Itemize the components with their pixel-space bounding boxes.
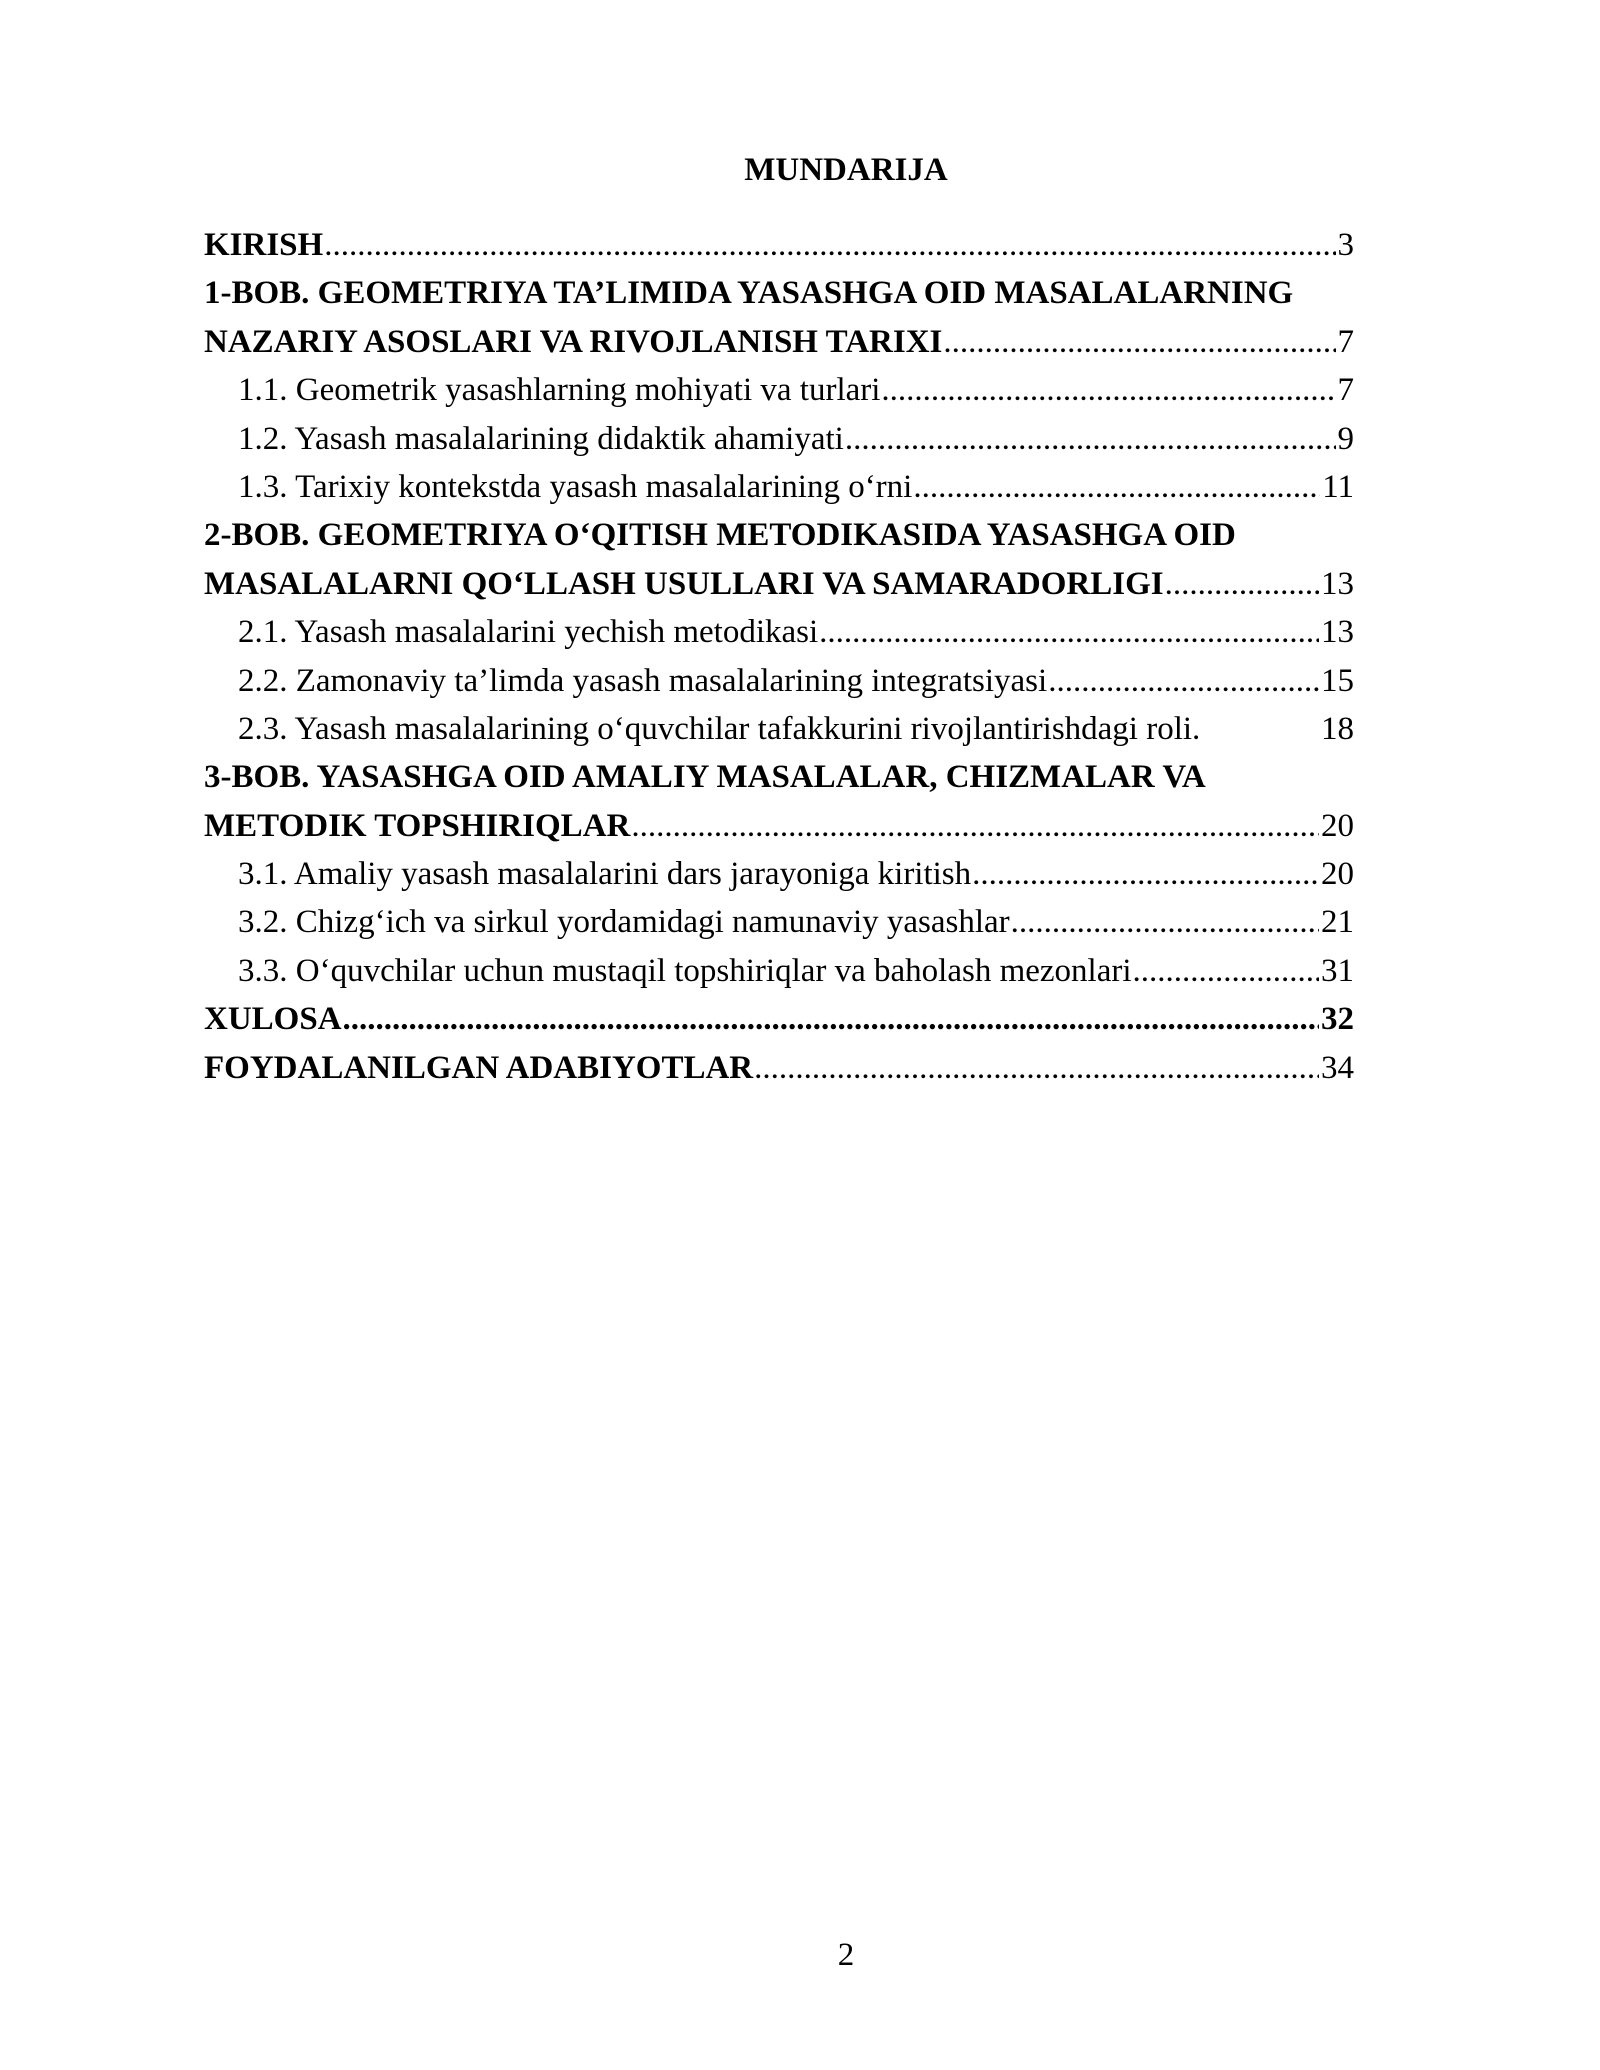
dot-leader — [631, 802, 1319, 850]
dot-leader — [324, 221, 1335, 269]
toc-entry-label: MASALALARNI QO‘LLASH USULLARI VA SAMARADORLIGI — [204, 565, 1164, 602]
toc-entry-page: 7 — [1337, 323, 1354, 360]
toc-entry-page: 9 — [1337, 420, 1354, 457]
toc-entry-label: 2.3. Yasash masalalarining o‘quvchilar tafakkurini rivojlantirishdagi roli. — [238, 710, 1201, 747]
toc-entry-label: 1-BOB. GEOMETRIYA TA’LIMIDA YASASHGA OID MASALALARNING — [204, 275, 1294, 312]
toc-chapter-1-title-line1[interactable] — [204, 269, 1354, 317]
toc-section-3-3[interactable] — [204, 947, 1354, 995]
toc-entry-page: 32 — [1321, 1001, 1354, 1038]
dot-leader — [1048, 657, 1319, 705]
toc-entry-label: METODIK TOPSHIRIQLAR — [204, 807, 631, 844]
toc-entry-label: 1.2. Yasash masalalarining didaktik ahamiyati — [238, 420, 844, 457]
dot-leader — [1133, 947, 1319, 995]
toc-entry-label: 1.3. Tarixiy kontekstda yasash masalalarining o‘rni — [238, 468, 913, 505]
dot-leader — [845, 415, 1336, 463]
dot-leader — [754, 1044, 1319, 1092]
page-title: MUNDARIJA — [744, 152, 948, 188]
toc-entry-label: 3-BOB. YASASHGA OID AMALIY MASALALAR, CHIZMALAR VA — [204, 759, 1206, 796]
toc-entry-adabiyotlar[interactable] — [204, 1044, 1354, 1092]
toc-chapter-3-title-line1[interactable] — [204, 753, 1354, 801]
toc-entry-page: 13 — [1321, 565, 1354, 602]
table-of-contents — [204, 221, 1354, 1092]
dot-leader — [943, 318, 1335, 366]
toc-entry-kirish[interactable] — [204, 221, 1354, 269]
dot-leader — [343, 995, 1319, 1043]
toc-entry-page: 3 — [1337, 227, 1354, 263]
toc-entry-page: 11 — [1322, 468, 1354, 505]
toc-entry-label: 2-BOB. GEOMETRIYA O‘QITISH METODIKASIDA YASASHGA OID — [204, 517, 1236, 554]
toc-entry-label: 3.1. Amaliy yasash masalalarini dars jarayoniga kiritish — [238, 856, 972, 893]
dot-leader — [1165, 560, 1319, 608]
toc-entry-page: 34 — [1321, 1049, 1354, 1086]
toc-chapter-3[interactable] — [204, 802, 1354, 850]
toc-entry-label: NAZARIY ASOSLARI VA RIVOJLANISH TARIXI — [204, 323, 943, 360]
toc-chapter-2[interactable] — [204, 560, 1354, 608]
toc-entry-page: 21 — [1321, 904, 1354, 941]
toc-entry-page: 13 — [1321, 614, 1354, 651]
dot-leader — [819, 608, 1319, 656]
toc-entry-page: 7 — [1337, 372, 1354, 409]
dot-leader — [881, 366, 1335, 414]
toc-entry-label: 1.1. Geometrik yasashlarning mohiyati va turlari — [238, 372, 881, 409]
toc-chapter-2-title-line1[interactable] — [204, 511, 1354, 559]
toc-section-1-1[interactable] — [204, 366, 1354, 414]
toc-entry-page: 18 — [1321, 710, 1354, 747]
toc-entry-page: 15 — [1321, 662, 1354, 699]
toc-entry-label: 2.1. Yasash masalalarini yechish metodikasi — [238, 614, 819, 651]
dot-leader — [913, 463, 1320, 511]
toc-entry-page: 20 — [1321, 807, 1354, 844]
page-number: 2 — [837, 1937, 855, 1973]
toc-entry-label: XULOSA — [204, 1001, 342, 1038]
toc-entry-xulosa[interactable] — [204, 995, 1354, 1043]
toc-section-2-2[interactable] — [204, 657, 1354, 705]
toc-section-3-1[interactable] — [204, 850, 1354, 898]
toc-entry-label: 2.2. Zamonaviy ta’limda yasash masalalarining integratsiyasi — [238, 662, 1048, 699]
dot-leader — [972, 850, 1319, 898]
toc-section-2-3[interactable] — [204, 705, 1354, 753]
toc-section-2-1[interactable] — [204, 608, 1354, 656]
toc-entry-page: 31 — [1321, 952, 1354, 989]
toc-entry-label: 3.3. O‘quvchilar uchun mustaqil topshiriqlar va baholash mezonlari — [238, 952, 1132, 989]
toc-section-1-3[interactable] — [204, 463, 1354, 511]
toc-chapter-1[interactable] — [204, 318, 1354, 366]
toc-section-1-2[interactable] — [204, 415, 1354, 463]
toc-entry-label: 3.2. Chizg‘ich va sirkul yordamidagi namunaviy yasashlar — [238, 904, 1010, 941]
toc-entry-label: FOYDALANILGAN ADABIYOTLAR — [204, 1049, 754, 1086]
dot-leader — [1011, 898, 1319, 946]
toc-entry-label: KIRISH — [204, 227, 324, 263]
toc-entry-page: 20 — [1321, 856, 1354, 893]
toc-section-3-2[interactable] — [204, 898, 1354, 946]
